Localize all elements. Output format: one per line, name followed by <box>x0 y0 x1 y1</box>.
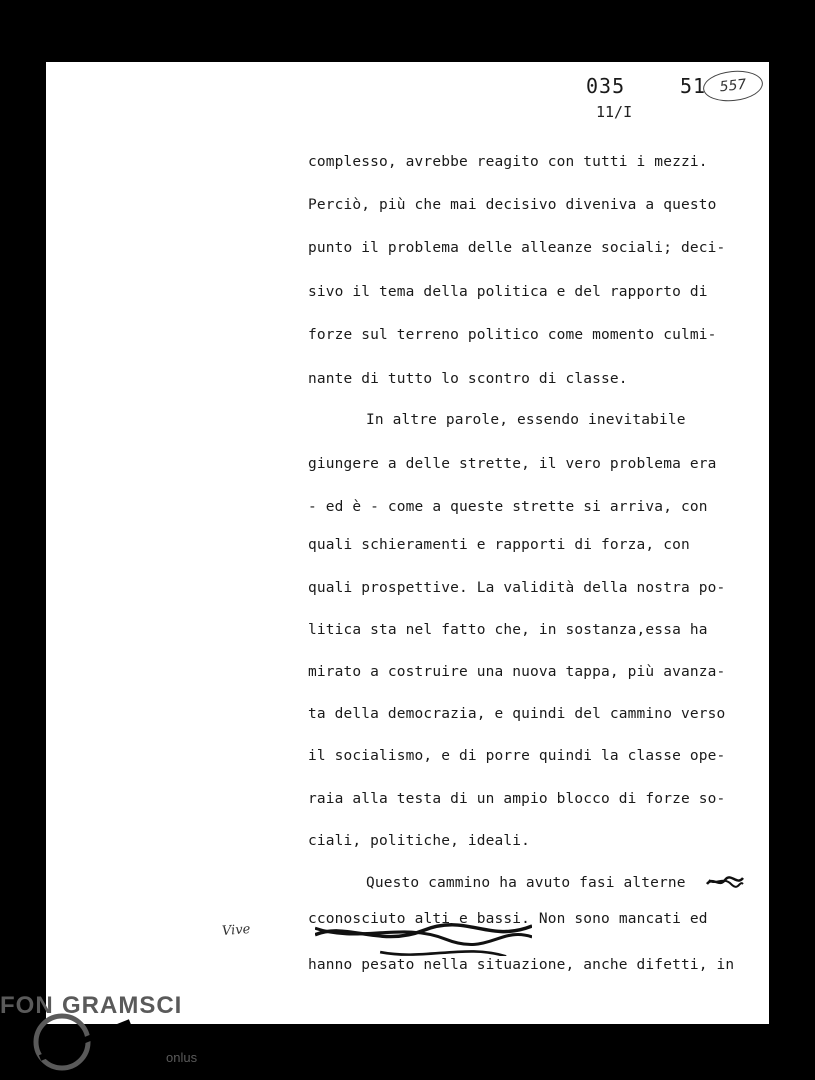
text-line: giungere a delle strette, il vero problema era <box>308 456 717 472</box>
crossed-out-scribble <box>705 872 745 892</box>
struck-through-text: conosciuto alti e bassi. <box>317 911 530 927</box>
text-line: mirato a costruire una nuova tappa, più avanza- <box>308 664 726 680</box>
text-line: ciali, politiche, ideali. <box>308 833 530 849</box>
watermark-text-partial: FON <box>0 992 54 1019</box>
text-line: complesso, avrebbe reagito con tutti i mezzi. <box>308 154 708 170</box>
text-line <box>308 911 708 927</box>
archive-number: 035 <box>586 74 626 98</box>
watermark-logo-text: GRAMSCI <box>62 992 183 1019</box>
watermark-subtitle: onlus <box>166 1050 198 1065</box>
text-line: Questo cammino ha avuto fasi alterne <box>366 875 686 891</box>
text-line: quali schieramenti e rapporti di forza, con <box>308 537 690 553</box>
text-line: quali prospettive. La validità della nostra po- <box>308 580 726 596</box>
handwritten-margin-note: Vive <box>221 922 251 939</box>
text-line: nante di tutto lo scontro di classe. <box>308 371 628 387</box>
text-line: litica sta nel fatto che, in sostanza,essa ha <box>308 622 708 638</box>
text-line: sivo il tema della politica e del rapporto di <box>308 284 708 300</box>
text-line: hanno pesato nella situazione, anche difetti, in <box>308 957 735 973</box>
page-number: 51 <box>680 74 707 98</box>
text-line: Perciò, più che mai decisivo diveniva a questo <box>308 197 717 213</box>
section-number: 11/I <box>596 103 633 121</box>
text-fragment: c <box>308 911 317 927</box>
text-line: In altre parole, essendo inevitabile <box>366 412 686 428</box>
circled-handwritten-number: 557 <box>702 68 765 104</box>
text-line: punto il problema delle alleanze sociali; deci- <box>308 240 726 256</box>
text-line: ta della democrazia, e quindi del cammino verso <box>308 706 726 722</box>
text-line: - ed è - come a queste strette si arriva, con <box>308 499 708 515</box>
text-fragment: Non sono mancati ed <box>530 911 708 927</box>
text-line: raia alla testa di un ampio blocco di forze so- <box>308 791 726 807</box>
text-line: forze sul terreno politico come momento culmi- <box>308 327 717 343</box>
text-line: il socialismo, e di porre quindi la classe ope- <box>308 748 726 764</box>
